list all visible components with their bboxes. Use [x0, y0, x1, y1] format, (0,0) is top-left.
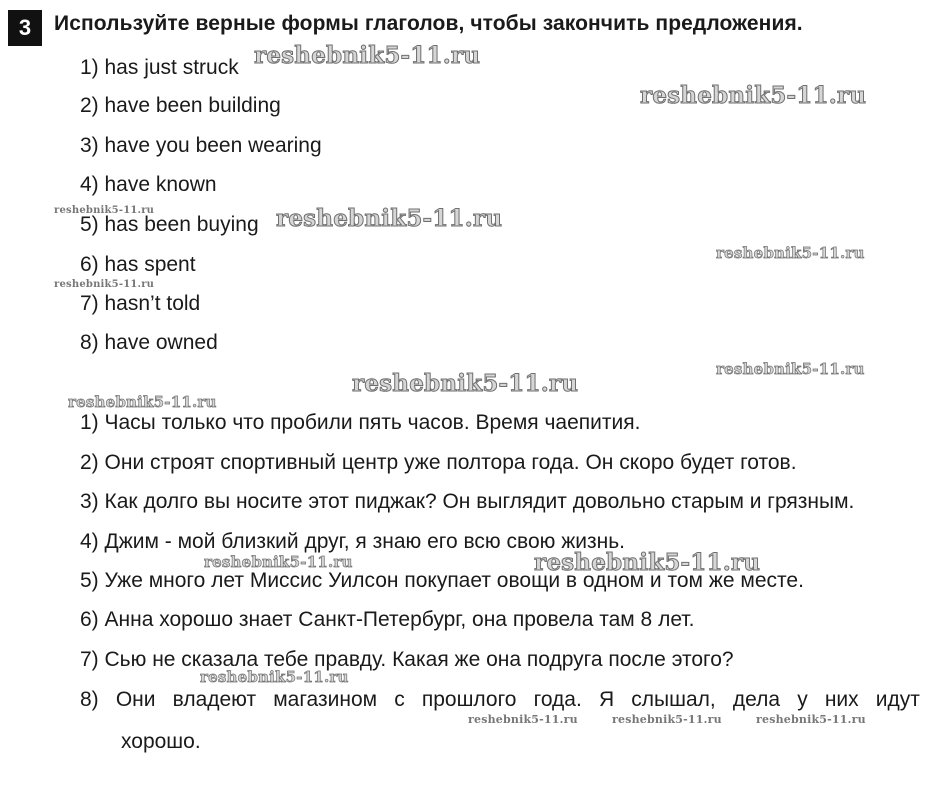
word: дела: [732, 688, 781, 711]
answer-7: 7) hasn’t told: [80, 292, 201, 315]
translation-1: 1) Часы только что пробили пять часов. Время чаепития.: [80, 411, 641, 434]
answer-1: 1) has just struck: [80, 56, 239, 79]
word: слышал,: [631, 688, 716, 711]
task-instruction: Используйте верные формы глаголов, чтобы закончить предложения.: [54, 12, 803, 35]
translation-5: 5) Уже много лет Миссис Уилсон покупает овощи в одном и том же месте.: [80, 569, 804, 592]
watermark: reshebnik5-11.ru: [612, 713, 722, 726]
word: владеют: [172, 688, 257, 711]
word: Я: [598, 688, 615, 711]
watermark: reshebnik5-11.ru: [276, 205, 503, 232]
word: 8): [80, 688, 99, 711]
answer-8: 8) have owned: [80, 331, 218, 354]
word: с: [394, 688, 405, 711]
translation-7: 7) Сью не сказала тебе правду. Какая же она подруга после этого?: [80, 648, 734, 671]
translation-3: 3) Как долго вы носите этот пиджак? Он выглядит довольно старым и грязным.: [80, 490, 855, 513]
answer-6: 6) has spent: [80, 253, 196, 276]
translation-4: 4) Джим - мой близкий друг, я знаю его всю свою жизнь.: [80, 530, 625, 553]
watermark: reshebnik5-11.ru: [204, 553, 353, 571]
word: магазином: [273, 688, 378, 711]
watermark: reshebnik5-11.ru: [756, 713, 866, 726]
watermark: reshebnik5-11.ru: [254, 42, 481, 69]
word: них: [824, 688, 859, 711]
watermark: reshebnik5-11.ru: [716, 360, 865, 378]
watermark: reshebnik5-11.ru: [54, 205, 155, 216]
answer-3: 3) have you been wearing: [80, 134, 322, 157]
translation-2: 2) Они строят спортивный центр уже полтора года. Он скоро будет готов.: [80, 451, 797, 474]
watermark: reshebnik5-11.ru: [54, 279, 155, 290]
translation-8-continuation: хорошо.: [121, 730, 201, 753]
answer-2: 2) have been building: [80, 94, 281, 117]
word: года.: [533, 688, 582, 711]
translation-8: [80, 688, 920, 712]
watermark: reshebnik5-11.ru: [468, 713, 578, 726]
word: у: [797, 688, 808, 711]
watermark: reshebnik5-11.ru: [534, 549, 761, 576]
task-number-badge: 3: [8, 10, 42, 46]
watermark: reshebnik5-11.ru: [68, 393, 217, 411]
watermark: reshebnik5-11.ru: [200, 668, 349, 686]
word: прошлого: [421, 688, 517, 711]
answer-5: 5) has been buying: [80, 213, 259, 236]
word: идут: [875, 688, 920, 711]
watermark: reshebnik5-11.ru: [716, 244, 865, 262]
translation-6: 6) Анна хорошо знает Санкт-Петербург, она провела там 8 лет.: [80, 608, 695, 631]
watermark: reshebnik5-11.ru: [640, 82, 867, 109]
watermark: reshebnik5-11.ru: [352, 370, 579, 397]
word: Они: [115, 688, 156, 711]
answer-4: 4) have known: [80, 173, 217, 196]
